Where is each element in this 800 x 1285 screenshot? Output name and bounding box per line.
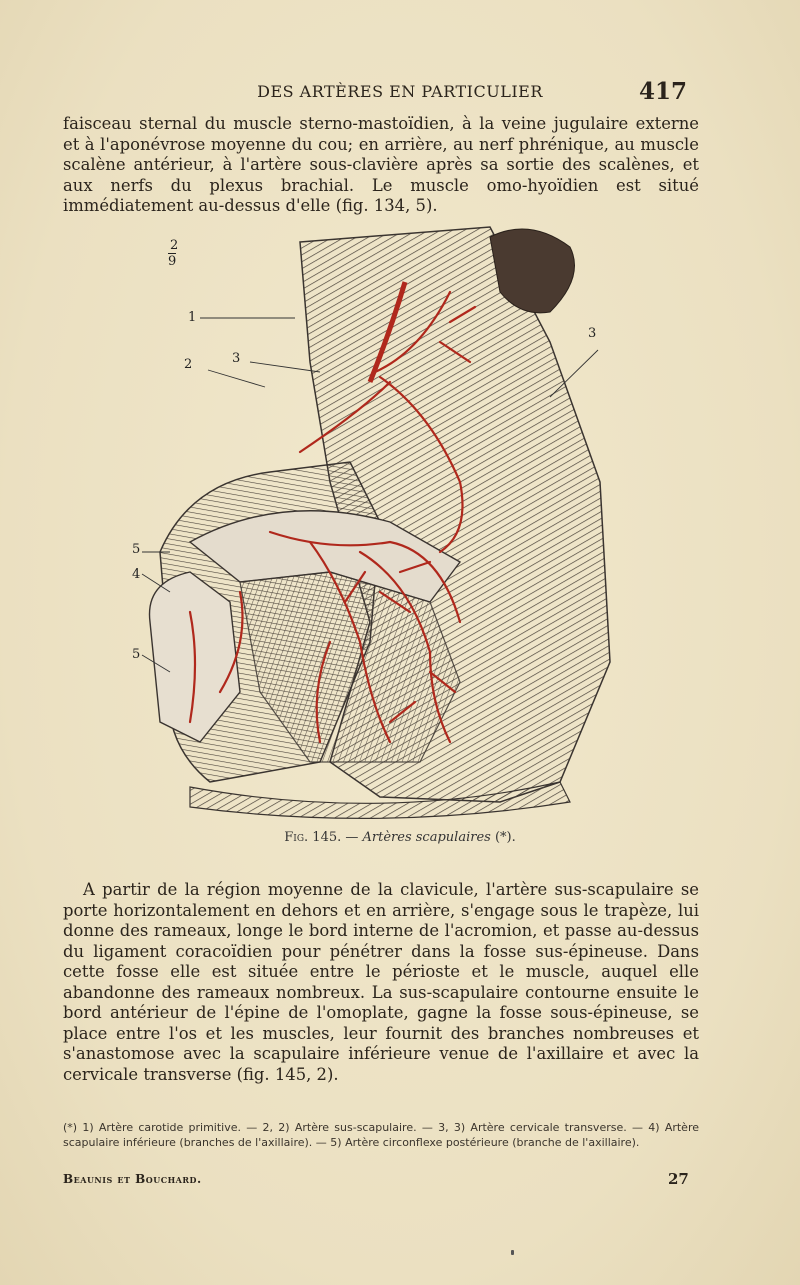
footnote: (*) 1) Artère carotide primitive. — 2, 2) Artère sus-scapulaire. — 3, 3) Artère cervicale transverse. — 4) Artère scapulaire inférieure (branches de l'axillaire). — 5) Artère circonflexe postérieure (branche de l'axillaire). — [63, 1121, 699, 1149]
fraction-denominator: 9 — [168, 254, 177, 269]
signature: Beaunis et Bouchard. — [63, 1172, 202, 1186]
scapula-arteries-illustration — [130, 222, 620, 822]
caption-title: Artères scapulaires — [362, 830, 491, 845]
running-head — [0, 80, 800, 104]
paragraph-intro: faisceau sternal du muscle sterno-mastoïdien, à la veine jugulaire externe et à l'aponévrose moyenne du cou; en arrière, au nerf phrénique, au muscle scalène antérieur, à l'artère sous-clavière après sa sortie des scalènes, et aux nerfs du plexus brachial. Le muscle omo-hyoïdien est situé immédiatement au-dessus d'elle (fig. 134, 5). — [63, 114, 699, 215]
label-3b: 3 — [588, 326, 597, 341]
paragraph-main: A partir de la région moyenne de la clavicule, l'artère sus-scapulaire se porte horizontalement en dehors et en arrière, s'engage sous le trapèze, lui donne des rameaux, longe le bord interne de l'acromion, et passe au-dessus du ligament coracoïdien pour pénétrer dans la fosse sus-épineuse. Dans cette fosse elle est située entre le périoste et le muscle, auquel elle abandonne des rameaux nombreux. La sus-scapulaire contourne ensuite le bord antérieur de l'épine de l'omoplate, gagne la fosse sous-épineuse, se place entre l'os et les muscles, leur fournit des branches nombreuses et s'anastomose avec la scapulaire inférieure venue de l'axillaire et avec la cervicale transverse (fig. 145, 2). — [63, 880, 699, 1084]
label-3a: 3 — [232, 351, 241, 366]
caption-label: Fig. 145. — [284, 830, 342, 845]
anatomical-figure — [130, 222, 620, 822]
label-5b: 5 — [132, 647, 141, 662]
label-5a: 5 — [132, 542, 141, 557]
label-4: 4 — [132, 567, 141, 582]
page-number: 417 — [638, 78, 687, 105]
print-mark — [511, 1250, 514, 1255]
caption-ref: (*). — [494, 830, 516, 845]
label-1: 1 — [188, 310, 197, 325]
caption-dash: — — [345, 830, 359, 845]
running-title: DES ARTÈRES EN PARTICULIER — [257, 82, 543, 101]
figure-caption — [0, 830, 800, 845]
fraction-numerator: 2 — [170, 238, 179, 253]
label-2: 2 — [184, 357, 193, 372]
sheet-number: 27 — [668, 1170, 689, 1188]
